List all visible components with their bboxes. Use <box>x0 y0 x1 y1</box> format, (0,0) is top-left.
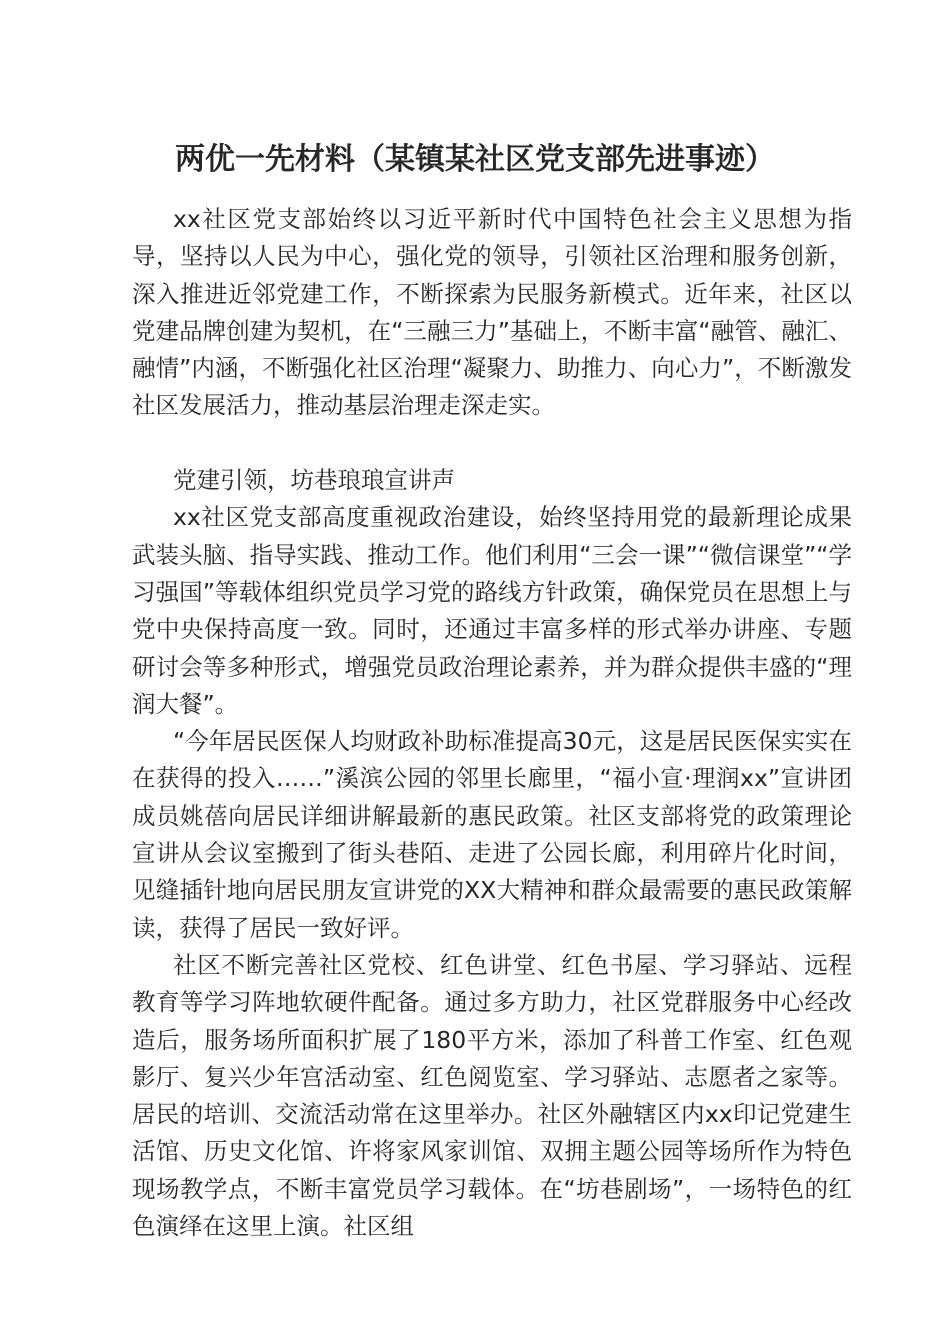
paragraph-spacer <box>132 425 852 462</box>
body-paragraph: 社区不断完善社区党校、红色讲堂、红色书屋、学习驿站、远程教育等学习阵地软硬件配备。通过多方助力，社区党群服务中心经改造后，服务场所面积扩展了180平方米，添加了科普工作室、红色观影厅、复兴少年宫活动室、红色阅览室、学习驿站、志愿者之家等。居民的培训、交流活动常在这里举办。社区外融辖区内xx印记党建生活馆、历史文化馆、许将家风家训馆、双拥主题公园等场所作为特色现场教学点，不断丰富党员学习载体。在“坊巷剧场”，一场特色的红色演绎在这里上演。社区组 <box>132 950 852 1241</box>
section-heading: 党建引领，坊巷琅琅宣讲声 <box>173 466 455 495</box>
body-paragraph: xx社区党支部高度重视政治建设，始终坚持用党的最新理论成果武装头脑、指导实践、推动工作。他们利用“三会一课”“微信课堂”“学习强国”等载体组织党员学习党的路线方针政策，确保党员在思想上与党中央保持高度一致。同时，还通过丰富多样的形式举办讲座、专题研讨会等多种形式，增强党员政治理论素养，并为群众提供丰盛的“理润大餐”。 <box>132 503 852 718</box>
intro-paragraph: xx社区党支部始终以习近平新时代中国特色社会主义思想为指导，坚持以人民为中心，强化党的领导，引领社区治理和服务创新，深入推进近邻党建工作，不断探索为民服务新模式。近年来，社区以党建品牌创建为契机，在“三融三力”基础上，不断丰富“融管、融汇、融情”内涵，不断强化社区治理“凝聚力、助推力、向心力”，不断激发社区发展活力，推动基层治理走深走实。 <box>132 205 852 420</box>
body-paragraph: “今年居民医保人均财政补助标准提高30元，这是居民医保实实在在获得的投入……”溪滨公园的邻里长廊里，“福小宣·理润xx”宣讲团成员姚蓓向居民详细讲解最新的惠民政策。社区支部将党的政策理论宣讲从会议室搬到了街头巷陌、走进了公园长廊，利用碎片化时间，见缝插针地向居民朋友宣讲党的XX大精神和群众最需要的惠民政策解读，获得了居民一致好评。 <box>132 727 852 942</box>
document-title: 两优一先材料（某镇某社区党支部先进事迹） <box>175 142 775 177</box>
document-body <box>132 201 852 1245</box>
